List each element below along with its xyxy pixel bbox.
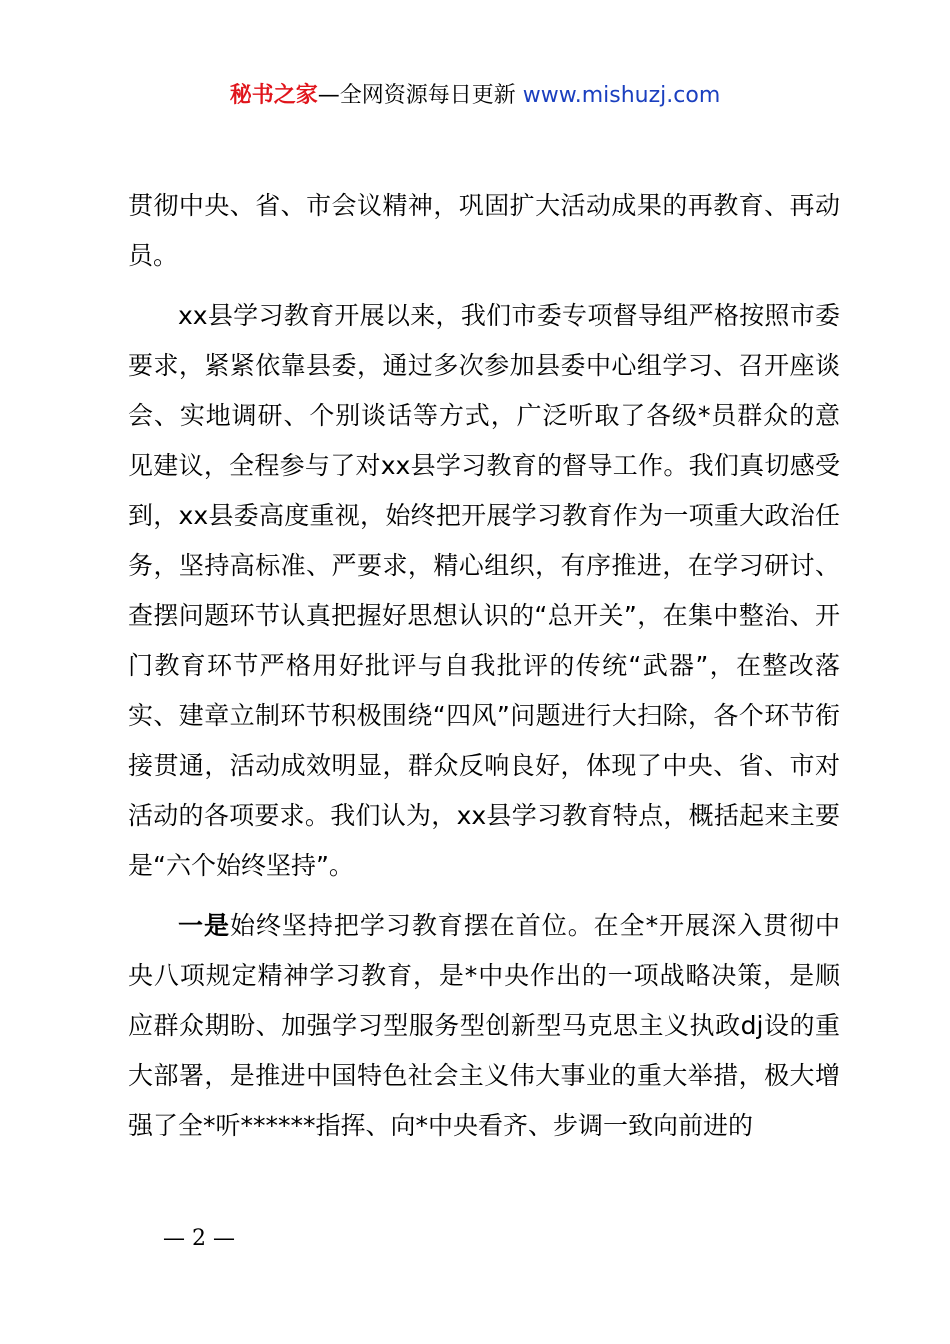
page-number: — 2 — (163, 1226, 235, 1251)
paragraph-point-one (128, 901, 840, 1151)
paragraph-overview (128, 291, 840, 891)
paragraph-text: 始终坚持把学习教育摆在首位。在全*开展深入贯彻中央八项规定精神学习教育，是*中央作出的一项战略决策，是顺应群众期盼、加强学习型服务型创新型马克思主义执政dj设的重大部署，是推进中国特色社会主义伟大事业的重大举措，极大增强了全*听******指挥、向*中央看齐、步调一致向前进的 (128, 911, 840, 1140)
paragraph-continuation (128, 181, 840, 281)
document-body (128, 181, 840, 1151)
site-header (0, 80, 950, 112)
paragraph-text: 贯彻中央、省、市会议精神，巩固扩大活动成果的再教育、再动员。 (128, 191, 840, 270)
site-tagline: —全网资源每日更新 (317, 83, 523, 108)
paragraph-lead: 一是 (178, 911, 230, 940)
paragraph-text: xx县学习教育开展以来，我们市委专项督导组严格按照市委要求，紧紧依靠县委，通过多次参加县委中心组学习、召开座谈会、实地调研、个别谈话等方式，广泛听取了各级*员群众的意见建议，全程参与了对xx县学习教育的督导工作。我们真切感受到，xx县委高度重视，始终把开展学习教育作为一项重大政治任务，坚持高标准、严要求，精心组织，有序推进，在学习研讨、查摆问题环节认真把握好思想认识的“总开关”，在集中整治、开门教育环节严格用好批评与自我批评的传统“武器”，在整改落实、建章立制环节积极围绕“四风”问题进行大扫除，各个环节衔接贯通，活动成效明显，群众反响良好，体现了中央、省、市对活动的各项要求。我们认为，xx县学习教育特点，概括起来主要是“六个始终坚持”。 (128, 301, 840, 880)
site-brand: 秘书之家 (229, 83, 318, 108)
site-url-link[interactable]: www.mishuzj.com (522, 83, 721, 108)
